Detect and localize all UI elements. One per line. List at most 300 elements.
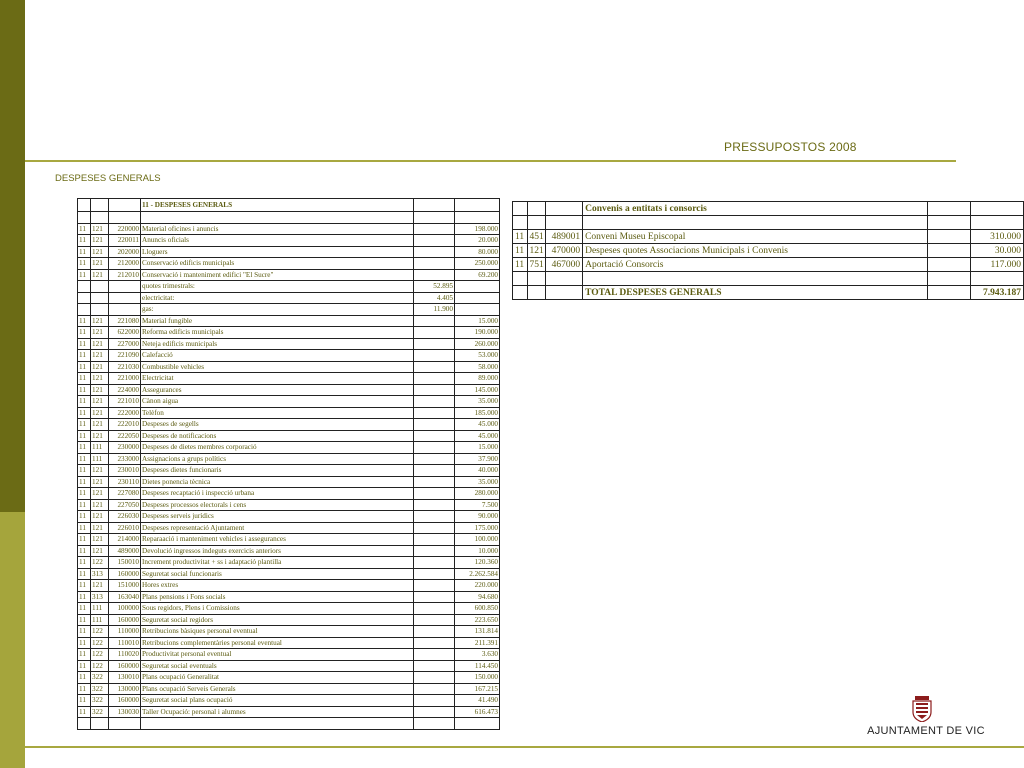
cell-concept: 221030 <box>109 361 141 373</box>
cell-org: 11 <box>78 373 91 385</box>
cell-detail-amount <box>414 626 455 638</box>
total-value: 7.943.187 <box>971 286 1024 300</box>
empty-cell <box>546 272 583 286</box>
cell-program: 121 <box>91 499 109 511</box>
cell-org: 11 <box>78 534 91 546</box>
cell-detail-amount <box>927 258 971 272</box>
empty-cell <box>91 718 109 730</box>
cell-concept: 110010 <box>109 637 141 649</box>
cell-org: 11 <box>78 269 91 281</box>
table-row <box>78 706 500 718</box>
cell-description: Combustible vehicles <box>141 361 414 373</box>
cell-detail-amount <box>927 230 971 244</box>
cell-detail-amount <box>414 499 455 511</box>
cell-amount: 100.000 <box>455 534 500 546</box>
cell-org: 11 <box>78 706 91 718</box>
cell-detail-amount <box>414 557 455 569</box>
cell-amount: 250.000 <box>455 258 500 270</box>
cell-concept: 227000 <box>109 338 141 350</box>
cell-concept: 222000 <box>109 407 141 419</box>
cell-org: 11 <box>78 545 91 557</box>
cell-concept: 110000 <box>109 626 141 638</box>
table-row <box>78 373 500 385</box>
cell-program: 122 <box>91 557 109 569</box>
cell-concept: 622000 <box>109 327 141 339</box>
table-row <box>78 580 500 592</box>
page-title: PRESSUPOSTOS 2008 <box>724 140 857 154</box>
cell-description: Seguretat social regidors <box>141 614 414 626</box>
cell-amount: 35.000 <box>455 396 500 408</box>
cell-description: Conservació edificis municipals <box>141 258 414 270</box>
left-table-end-row <box>78 718 500 730</box>
cell-amount: 198.000 <box>455 223 500 235</box>
right-table-heading: Convenis a entitats i consorcis <box>583 202 928 216</box>
cell-org: 11 <box>78 568 91 580</box>
cell-program: 322 <box>91 683 109 695</box>
cell-program <box>91 304 109 316</box>
table-row <box>78 568 500 580</box>
table-row <box>78 384 500 396</box>
cell-description: Cànon aigua <box>141 396 414 408</box>
cell-concept: 214000 <box>109 534 141 546</box>
cell-concept: 150010 <box>109 557 141 569</box>
table-row <box>78 511 500 523</box>
cell-amount: 40.000 <box>455 465 500 477</box>
cell-description: Despeses de notificacions <box>141 430 414 442</box>
cell-detail-amount <box>414 327 455 339</box>
cell-amount: 10.000 <box>455 545 500 557</box>
cell-detail-amount <box>414 591 455 603</box>
cell-program: 313 <box>91 591 109 603</box>
cell-description: electricitat: <box>141 292 414 304</box>
section-title: DESPESES GENERALS <box>55 173 161 184</box>
cell-program: 121 <box>91 361 109 373</box>
cell-org <box>78 304 91 316</box>
cell-org: 11 <box>78 442 91 454</box>
empty-cell <box>78 718 91 730</box>
cell-description: Reforma edificis municipals <box>141 327 414 339</box>
cell-org: 11 <box>78 649 91 661</box>
sidebar-light-band <box>0 512 25 768</box>
table-row <box>78 522 500 534</box>
cell-program: 121 <box>91 407 109 419</box>
table-row <box>78 465 500 477</box>
cell-concept: 160000 <box>109 614 141 626</box>
cell-program: 122 <box>91 649 109 661</box>
cell-description: Assegurances <box>141 384 414 396</box>
cell-detail-amount <box>414 580 455 592</box>
cell-program: 121 <box>91 545 109 557</box>
left-table-spacer-row <box>78 212 500 224</box>
cell-amount: 41.490 <box>455 695 500 707</box>
cell-description: Material fungible <box>141 315 414 327</box>
cell-org: 11 <box>78 246 91 258</box>
cell-concept: 220011 <box>109 235 141 247</box>
cell-org: 11 <box>78 614 91 626</box>
cell-program: 121 <box>91 534 109 546</box>
cell-description: Despeses processos electorals i cens <box>141 499 414 511</box>
cell-amount: 90.000 <box>455 511 500 523</box>
cell-detail-amount <box>414 373 455 385</box>
cell-org: 11 <box>78 419 91 431</box>
cell-concept: 227050 <box>109 499 141 511</box>
cell-amount: 15.000 <box>455 315 500 327</box>
cell-description: Retribucions complementàries personal eventual <box>141 637 414 649</box>
cell-concept: 221010 <box>109 396 141 408</box>
cell-program: 121 <box>91 338 109 350</box>
cell-concept: 470000 <box>546 244 583 258</box>
empty-cell <box>527 272 546 286</box>
cell-description: Dietes ponencia tècnica <box>141 476 414 488</box>
cell-amount: 310.000 <box>971 230 1024 244</box>
cell-program: 121 <box>91 580 109 592</box>
cell-concept: 163040 <box>109 591 141 603</box>
cell-amount <box>455 292 500 304</box>
cell-concept: 221080 <box>109 315 141 327</box>
table-row <box>78 499 500 511</box>
table-row <box>78 557 500 569</box>
empty-cell <box>455 718 500 730</box>
cell-org: 11 <box>78 258 91 270</box>
table-row <box>78 292 500 304</box>
table-row <box>78 660 500 672</box>
cell-amount: 58.000 <box>455 361 500 373</box>
cell-org: 11 <box>78 660 91 672</box>
table-row <box>78 235 500 247</box>
cell-amount: 20.000 <box>455 235 500 247</box>
logo-text: AJUNTAMENT DE VIC <box>867 725 985 737</box>
cell-program: 451 <box>527 230 546 244</box>
empty-cell <box>971 272 1024 286</box>
table-row <box>78 626 500 638</box>
cell-amount: 131.814 <box>455 626 500 638</box>
cell-program: 121 <box>91 522 109 534</box>
cell-concept <box>109 304 141 316</box>
cell-description: gas: <box>141 304 414 316</box>
cell-amount: 280.000 <box>455 488 500 500</box>
cell-amount: 117.000 <box>971 258 1024 272</box>
cell-org: 11 <box>513 258 528 272</box>
cell-program: 121 <box>91 488 109 500</box>
table-row <box>78 488 500 500</box>
table-row <box>78 327 500 339</box>
cell-org: 11 <box>78 603 91 615</box>
cell-concept: 226030 <box>109 511 141 523</box>
cell-org: 11 <box>78 591 91 603</box>
cell-detail-amount: 11.900 <box>414 304 455 316</box>
cell-program: 121 <box>91 373 109 385</box>
left-table-heading: 11 - DESPESES GENERALS <box>141 199 414 212</box>
table-row <box>513 230 1024 244</box>
cell-program: 121 <box>91 246 109 258</box>
table-row <box>78 223 500 235</box>
cell-detail-amount <box>414 315 455 327</box>
cell-org: 11 <box>78 672 91 684</box>
cell-description: Calefacció <box>141 350 414 362</box>
cell-concept: 222050 <box>109 430 141 442</box>
cell-description: Conservació i manteniment edifici "El Sucre" <box>141 269 414 281</box>
cell-description: Neteja edificis municipals <box>141 338 414 350</box>
cell-detail-amount <box>414 683 455 695</box>
cell-description: Seguretat social eventuals <box>141 660 414 672</box>
cell-amount: 15.000 <box>455 442 500 454</box>
cell-program: 122 <box>91 626 109 638</box>
cell-description: Aportació Consorcis <box>583 258 928 272</box>
cell-description: Productivitat personal eventual <box>141 649 414 661</box>
cell-concept: 230010 <box>109 465 141 477</box>
cell-description: Despeses recaptació i inspecció urbana <box>141 488 414 500</box>
cell-concept: 227080 <box>109 488 141 500</box>
cell-org: 11 <box>78 453 91 465</box>
cell-detail-amount: 52.895 <box>414 281 455 293</box>
cell-description: Telèfon <box>141 407 414 419</box>
cell-concept <box>109 292 141 304</box>
cell-org: 11 <box>78 683 91 695</box>
left-sidebar <box>0 0 25 768</box>
cell-amount: 35.000 <box>455 476 500 488</box>
table-row <box>78 695 500 707</box>
table-row <box>78 338 500 350</box>
cell-program: 121 <box>91 223 109 235</box>
cell-amount: 94.680 <box>455 591 500 603</box>
empty-cell <box>927 286 971 300</box>
cell-detail-amount <box>414 430 455 442</box>
cell-description: Plans ocupació Generalitat <box>141 672 414 684</box>
cell-program: 121 <box>91 511 109 523</box>
cell-detail-amount <box>414 384 455 396</box>
cell-amount: 211.391 <box>455 637 500 649</box>
cell-detail-amount <box>414 350 455 362</box>
cell-program: 121 <box>91 384 109 396</box>
table-row <box>513 258 1024 272</box>
cell-program: 322 <box>91 695 109 707</box>
total-label: TOTAL DESPESES GENERALS <box>583 286 928 300</box>
footer-divider <box>25 746 1024 748</box>
table-row <box>78 361 500 373</box>
cell-description: Despeses serveis jurídics <box>141 511 414 523</box>
coat-of-arms-icon <box>911 696 933 722</box>
cell-detail-amount <box>414 476 455 488</box>
cell-detail-amount <box>414 407 455 419</box>
cell-amount <box>455 281 500 293</box>
cell-org: 11 <box>78 476 91 488</box>
cell-concept: 467000 <box>546 258 583 272</box>
cell-detail-amount: 4.405 <box>414 292 455 304</box>
cell-program: 751 <box>527 258 546 272</box>
cell-program: 121 <box>527 244 546 258</box>
left-budget-table <box>77 198 500 730</box>
cell-detail-amount <box>414 511 455 523</box>
cell-detail-amount <box>414 465 455 477</box>
cell-org: 11 <box>78 522 91 534</box>
empty-cell <box>109 718 141 730</box>
cell-amount: 30.000 <box>971 244 1024 258</box>
table-row <box>78 396 500 408</box>
cell-amount: 120.360 <box>455 557 500 569</box>
cell-concept: 226010 <box>109 522 141 534</box>
cell-program: 121 <box>91 419 109 431</box>
cell-program <box>91 292 109 304</box>
cell-amount: 175.000 <box>455 522 500 534</box>
cell-program: 121 <box>91 430 109 442</box>
cell-org: 11 <box>78 223 91 235</box>
cell-program: 121 <box>91 396 109 408</box>
cell-concept: 202000 <box>109 246 141 258</box>
cell-description: Material oficines i anuncis <box>141 223 414 235</box>
cell-concept: 220000 <box>109 223 141 235</box>
cell-program: 121 <box>91 269 109 281</box>
cell-description: Despeses dietes funcionaris <box>141 465 414 477</box>
cell-concept: 100000 <box>109 603 141 615</box>
right-table-spacer-row <box>513 216 1024 230</box>
cell-description: Electricitat <box>141 373 414 385</box>
cell-org: 11 <box>78 327 91 339</box>
cell-detail-amount <box>414 603 455 615</box>
empty-cell <box>583 272 928 286</box>
table-row <box>78 672 500 684</box>
table-row <box>78 430 500 442</box>
cell-program: 111 <box>91 442 109 454</box>
cell-org: 11 <box>78 499 91 511</box>
cell-program: 111 <box>91 603 109 615</box>
cell-detail-amount <box>414 235 455 247</box>
cell-program: 121 <box>91 235 109 247</box>
cell-org: 11 <box>78 396 91 408</box>
cell-amount: 45.000 <box>455 430 500 442</box>
cell-program <box>91 281 109 293</box>
cell-concept: 221090 <box>109 350 141 362</box>
cell-concept: 489000 <box>109 545 141 557</box>
table-row <box>78 350 500 362</box>
table-row <box>78 534 500 546</box>
cell-description: Seguretat social funcionaris <box>141 568 414 580</box>
cell-description: Assignacions a grups polítics <box>141 453 414 465</box>
cell-concept: 224000 <box>109 384 141 396</box>
cell-detail-amount <box>414 614 455 626</box>
cell-description: Hores extres <box>141 580 414 592</box>
table-row <box>78 545 500 557</box>
cell-org <box>78 281 91 293</box>
cell-description: Plans pensions i Fons socials <box>141 591 414 603</box>
table-row <box>78 603 500 615</box>
table-row <box>78 476 500 488</box>
cell-concept: 130010 <box>109 672 141 684</box>
cell-org <box>78 292 91 304</box>
cell-detail-amount <box>414 338 455 350</box>
cell-program: 313 <box>91 568 109 580</box>
cell-amount: 600.850 <box>455 603 500 615</box>
cell-org: 11 <box>513 244 528 258</box>
table-row <box>78 315 500 327</box>
cell-org: 11 <box>78 580 91 592</box>
cell-program: 322 <box>91 706 109 718</box>
cell-description: quotes trimestrals: <box>141 281 414 293</box>
table-row <box>78 281 500 293</box>
left-table-heading-row <box>78 199 500 212</box>
cell-amount: 616.473 <box>455 706 500 718</box>
cell-description: Taller Ocupació: personal i alumnes <box>141 706 414 718</box>
cell-org: 11 <box>78 637 91 649</box>
cell-detail-amount <box>414 246 455 258</box>
cell-concept: 233000 <box>109 453 141 465</box>
cell-amount: 80.000 <box>455 246 500 258</box>
cell-concept: 230000 <box>109 442 141 454</box>
cell-program: 121 <box>91 476 109 488</box>
cell-amount: 89.000 <box>455 373 500 385</box>
cell-detail-amount <box>414 706 455 718</box>
cell-concept: 160000 <box>109 660 141 672</box>
cell-description: Conveni Museu Episcopal <box>583 230 928 244</box>
cell-program: 121 <box>91 327 109 339</box>
cell-description: Devolució ingressos indeguts exercicis anteriors <box>141 545 414 557</box>
cell-detail-amount <box>414 545 455 557</box>
cell-concept: 230110 <box>109 476 141 488</box>
cell-org: 11 <box>78 407 91 419</box>
cell-program: 121 <box>91 258 109 270</box>
cell-description: Despeses de dietes membres corporació <box>141 442 414 454</box>
cell-program: 122 <box>91 637 109 649</box>
cell-description: Sous regidors, Plens i Comissions <box>141 603 414 615</box>
cell-amount: 260.000 <box>455 338 500 350</box>
cell-detail-amount <box>414 419 455 431</box>
cell-description: Increment productivitat + ss i adaptació plantilla <box>141 557 414 569</box>
cell-amount: 223.650 <box>455 614 500 626</box>
cell-concept: 130030 <box>109 706 141 718</box>
cell-detail-amount <box>414 269 455 281</box>
cell-detail-amount <box>414 660 455 672</box>
cell-concept: 221000 <box>109 373 141 385</box>
cell-description: Despeses representació Ajuntament <box>141 522 414 534</box>
cell-amount: 167.215 <box>455 683 500 695</box>
cell-org: 11 <box>78 488 91 500</box>
header-divider <box>25 160 956 162</box>
table-row <box>78 591 500 603</box>
cell-concept: 489001 <box>546 230 583 244</box>
cell-description: Plans ocupació Serveis Generals <box>141 683 414 695</box>
right-convenis-table <box>512 201 1024 300</box>
cell-program: 122 <box>91 660 109 672</box>
empty-cell <box>927 272 971 286</box>
table-row <box>78 407 500 419</box>
empty-cell <box>414 718 455 730</box>
cell-program: 111 <box>91 453 109 465</box>
table-row <box>78 258 500 270</box>
total-row <box>513 286 1024 300</box>
empty-cell <box>513 286 528 300</box>
cell-amount: 45.000 <box>455 419 500 431</box>
table-row <box>513 244 1024 258</box>
cell-concept: 160000 <box>109 695 141 707</box>
cell-amount: 150.000 <box>455 672 500 684</box>
cell-amount: 7.500 <box>455 499 500 511</box>
right-table-heading-row <box>513 202 1024 216</box>
cell-description: Despeses quotes Associacions Municipals i Convenis <box>583 244 928 258</box>
cell-description: Reparaació i manteniment vehicles i assegurances <box>141 534 414 546</box>
cell-program: 121 <box>91 315 109 327</box>
cell-amount: 220.000 <box>455 580 500 592</box>
cell-detail-amount <box>414 649 455 661</box>
cell-detail-amount <box>414 695 455 707</box>
cell-org: 11 <box>513 230 528 244</box>
cell-detail-amount <box>414 488 455 500</box>
empty-cell <box>141 718 414 730</box>
cell-amount: 3.630 <box>455 649 500 661</box>
cell-description: Retribucions bàsiques personal eventual <box>141 626 414 638</box>
cell-concept: 222010 <box>109 419 141 431</box>
cell-detail-amount <box>414 453 455 465</box>
cell-detail-amount <box>414 442 455 454</box>
cell-program: 111 <box>91 614 109 626</box>
